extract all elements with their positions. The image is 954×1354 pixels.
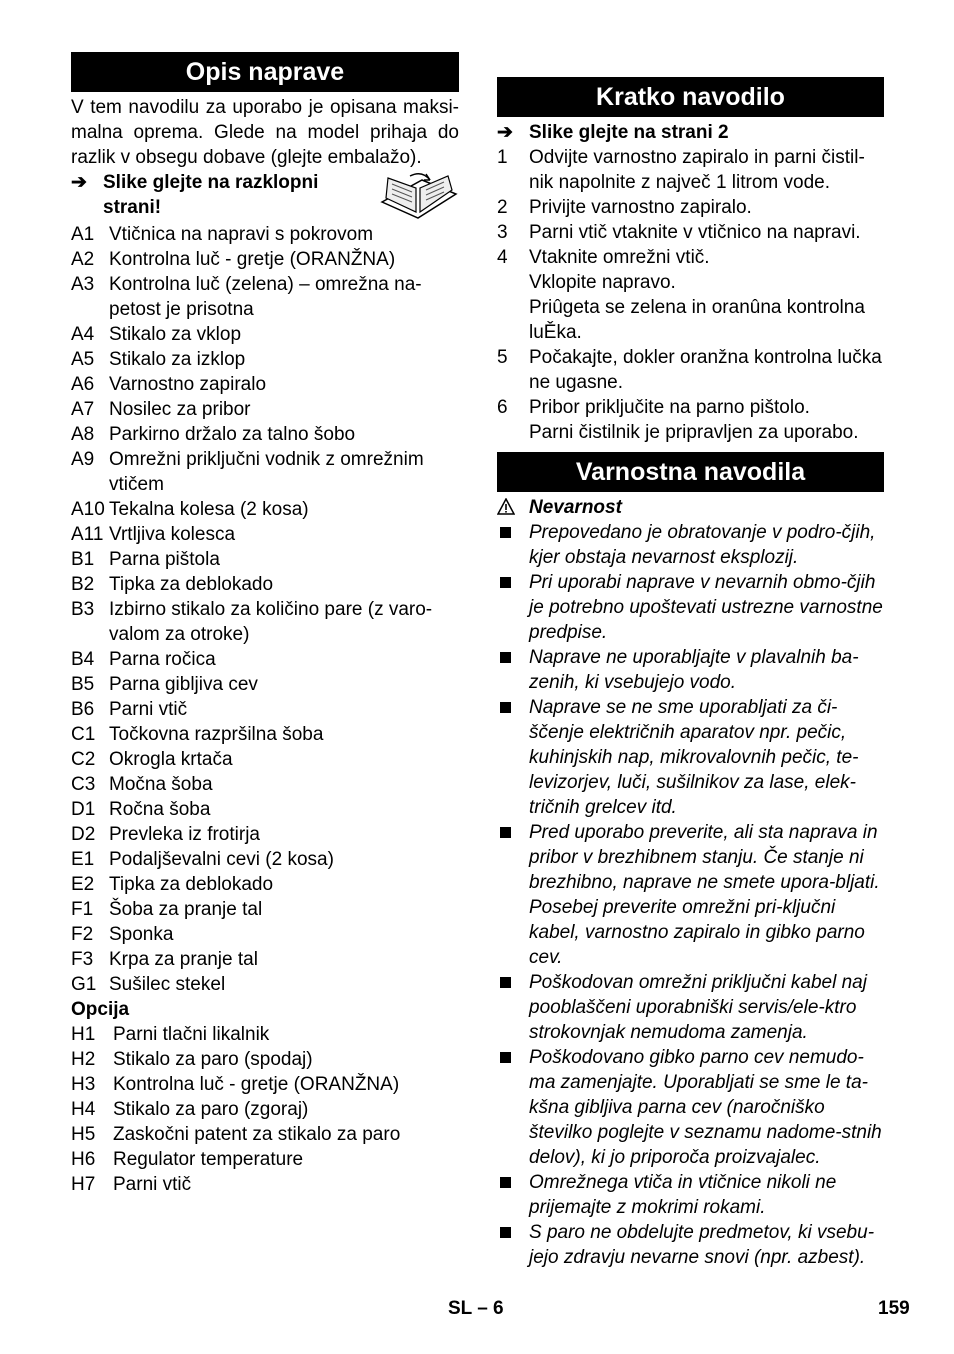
parts-list-item xyxy=(71,572,459,597)
arrow-note-text-2: strani! xyxy=(103,197,162,218)
square-bullet-icon xyxy=(497,820,529,970)
option-code: H3 xyxy=(71,1074,96,1095)
parts-list-item xyxy=(71,522,459,547)
part-description: Šoba za pranje tal xyxy=(109,899,263,920)
part-code: C3 xyxy=(71,774,96,795)
left-intro-block xyxy=(71,95,459,170)
part-code: A1 xyxy=(71,224,95,245)
part-description: Omrežni priključni vodnik z omrežnim vtičem xyxy=(109,449,424,495)
part-code: A8 xyxy=(71,424,95,445)
part-code: G1 xyxy=(71,974,97,995)
step-extra-text: Vklopite napravo. xyxy=(529,272,676,293)
intro-text: V tem navodilu za uporabo je opisana maksi-malna oprema. Glede na model prihaja do razlik v obsegu dobave (glejte embalažo). xyxy=(71,97,459,168)
parts-list-item xyxy=(71,422,459,447)
part-description: Parna ročica xyxy=(109,649,216,670)
option-list-item xyxy=(71,1097,459,1122)
step-number: 5 xyxy=(497,347,508,368)
step-body xyxy=(529,220,884,245)
section-heading-varnostna-navodila: Varnostna navodila xyxy=(497,452,884,492)
quick-guide-step xyxy=(497,220,884,245)
quick-guide-step xyxy=(497,345,884,395)
fold-out-note xyxy=(71,170,369,220)
parts-list-item xyxy=(71,322,459,347)
square-bullet-icon xyxy=(497,1220,529,1270)
part-code: A4 xyxy=(71,324,95,345)
parts-list-item xyxy=(71,272,459,322)
parts-list-item xyxy=(71,247,459,272)
parts-list-item xyxy=(71,897,459,922)
step-number: 2 xyxy=(497,197,508,218)
option-list-item xyxy=(71,1122,459,1147)
option-code: H7 xyxy=(71,1174,96,1195)
part-code: C1 xyxy=(71,724,96,745)
footer-page-label: SL – 6 xyxy=(448,1298,504,1319)
intro-paragraph xyxy=(71,95,459,170)
step-number: 6 xyxy=(497,397,508,418)
option-description: Kontrolna luč - gretje (ORANŽNA) xyxy=(113,1074,400,1095)
step-text: Parni vtič vtaknite v vtičnico na napravi. xyxy=(529,222,861,243)
safety-bullet-item xyxy=(497,1220,884,1270)
safety-bullets-list xyxy=(497,520,884,1270)
part-description: Tipka za deblokado xyxy=(109,874,274,895)
parts-list-item xyxy=(71,347,459,372)
warning-label: Nevarnost xyxy=(529,497,622,518)
square-bullet-icon xyxy=(497,645,529,695)
quick-guide-step xyxy=(497,245,884,345)
footer-page-number: 159 xyxy=(878,1298,910,1319)
step-body xyxy=(529,395,884,445)
option-description: Parni tlačni likalnik xyxy=(113,1024,270,1045)
part-code: A5 xyxy=(71,349,95,370)
part-description: Točkovna razpršilna šoba xyxy=(109,724,324,745)
step-number: 3 xyxy=(497,222,508,243)
option-description: Stikalo za paro (spodaj) xyxy=(113,1049,313,1070)
part-code: A3 xyxy=(71,274,95,295)
quick-guide-step xyxy=(497,395,884,445)
option-code: H5 xyxy=(71,1124,96,1145)
step-text: Vtaknite omrežni vtič. xyxy=(529,247,710,268)
part-description: Parna pištola xyxy=(109,549,220,570)
option-description: Regulator temperature xyxy=(113,1149,304,1170)
parts-list-item xyxy=(71,497,459,522)
parts-list-item xyxy=(71,547,459,572)
parts-list-item xyxy=(71,972,459,997)
part-code: A9 xyxy=(71,449,95,470)
square-bullet-icon xyxy=(497,1170,529,1220)
part-description: Stikalo za izklop xyxy=(109,349,246,370)
part-code: B4 xyxy=(71,649,95,670)
part-description: Vtičnica na napravi s pokrovom xyxy=(109,224,374,245)
quick-guide-step xyxy=(497,195,884,220)
steps-list xyxy=(497,145,884,445)
square-bullet-icon xyxy=(497,695,529,820)
part-code: C2 xyxy=(71,749,96,770)
arrow-note-line-2 xyxy=(71,195,369,220)
safety-bullet-item xyxy=(497,695,884,820)
part-code: B5 xyxy=(71,674,95,695)
step-body xyxy=(529,345,884,395)
arrow-note-line xyxy=(71,170,369,195)
safety-bullet-text: Poškodovano gibko parno cev nemudo-ma zamenjajte. Uporabljati se sme le ta-kšna gibljiva parna cev (naročniško številko poglejte v seznamu nadome-stnih delov), ki jo priporoča proizvajalec. xyxy=(529,1047,882,1168)
safety-bullet-text: Naprave ne uporabljajte v plavalnih ba-zenih, ki vsebujejo vodo. xyxy=(529,647,859,693)
parts-list-item xyxy=(71,872,459,897)
square-bullet-icon xyxy=(497,520,529,570)
part-description: Vrtljiva kolesca xyxy=(109,524,236,545)
part-description: Stikalo za vklop xyxy=(109,324,242,345)
part-description: Sušilec stekel xyxy=(109,974,226,995)
warning-line xyxy=(497,495,884,520)
option-code: H1 xyxy=(71,1024,96,1045)
part-description: Parna gibljiva cev xyxy=(109,674,258,695)
part-description: Ročna šoba xyxy=(109,799,211,820)
step-extra-text: Priûgeta se zelena in oranûna kontrolna luĚka. xyxy=(529,297,865,343)
safety-bullet-text: Pri uporabi naprave v nevarnih obmo-čjih je potrebno upoštevati ustrezne varnostne predpise. xyxy=(529,572,883,643)
safety-bullet-item xyxy=(497,645,884,695)
option-description: Zaskočni patent za stikalo za paro xyxy=(113,1124,401,1145)
open-book-icon xyxy=(378,172,460,224)
part-code: F3 xyxy=(71,949,94,970)
parts-list-item xyxy=(71,372,459,397)
square-bullet-icon xyxy=(497,1045,529,1170)
step-body xyxy=(529,245,884,345)
option-code: H2 xyxy=(71,1049,96,1070)
option-label: Opcija xyxy=(71,999,130,1020)
part-description: Kontrolna luč - gretje (ORANŽNA) xyxy=(109,249,396,270)
option-list-item xyxy=(71,1047,459,1072)
option-code: H6 xyxy=(71,1149,96,1170)
part-code: A6 xyxy=(71,374,95,395)
parts-list-item xyxy=(71,847,459,872)
option-description: Stikalo za paro (zgoraj) xyxy=(113,1099,309,1120)
parts-list-item xyxy=(71,222,459,247)
section-heading-kratko-navodilo: Kratko navodilo xyxy=(497,77,884,117)
safety-block xyxy=(497,495,884,1270)
step-number: 1 xyxy=(497,147,508,168)
safety-bullet-item xyxy=(497,570,884,645)
part-description: Krpa za pranje tal xyxy=(109,949,258,970)
part-description: Izbirno stikalo za količino pare (z varo-valom za otroke) xyxy=(109,599,433,645)
parts-list-item xyxy=(71,822,459,847)
step-body xyxy=(529,145,884,195)
option-code: H4 xyxy=(71,1099,96,1120)
part-description: Varnostno zapiralo xyxy=(109,374,267,395)
square-bullet-icon xyxy=(497,570,529,645)
parts-list-item xyxy=(71,947,459,972)
part-description: Močna šoba xyxy=(109,774,213,795)
step-text: Pribor priključite na parno pištolo. xyxy=(529,397,810,418)
option-list-item xyxy=(71,1147,459,1172)
part-description: Kontrolna luč (zelena) – omrežna na-petost je prisotna xyxy=(109,274,422,320)
parts-list xyxy=(71,222,459,1197)
step-text: Odvijte varnostno zapiralo in parni čistil-nik napolnite z največ 1 litrom vode. xyxy=(529,147,865,193)
part-description: Tekalna kolesa (2 kosa) xyxy=(109,499,309,520)
part-description: Podaljševalni cevi (2 kosa) xyxy=(109,849,334,870)
parts-list-item xyxy=(71,597,459,647)
parts-list-item xyxy=(71,647,459,672)
parts-list-item xyxy=(71,672,459,697)
safety-bullet-text: Prepovedano je obratovanje v podro-čjih, kjer obstaja nevarnost eksplozij. xyxy=(529,522,876,568)
safety-bullet-text: S paro ne obdelujte predmetov, ki vsebu-jejo zdravju nevarne snovi (npr. azbest). xyxy=(529,1222,875,1268)
part-description: Parni vtič xyxy=(109,699,188,720)
part-code: A10 xyxy=(71,499,105,520)
part-code: A2 xyxy=(71,249,95,270)
parts-list-item xyxy=(71,772,459,797)
quick-guide-arrow-text: Slike glejte na strani 2 xyxy=(529,122,729,143)
option-list-item xyxy=(71,1022,459,1047)
parts-list-item xyxy=(71,697,459,722)
part-code: E2 xyxy=(71,874,95,895)
quick-guide-block xyxy=(497,120,884,445)
safety-bullet-text: Pred uporabo preverite, ali sta naprava in pribor v brezhibnem stanju. Če stanje ni brezhibno, naprave ne smete upora-bljati. Posebej preverite omrežni pri-ključni kabel, varnostno zapiralo in gibko parno cev. xyxy=(529,822,880,968)
section-heading-opis-naprave: Opis naprave xyxy=(71,52,459,92)
arrow-right-icon: ➔ xyxy=(71,172,87,193)
safety-bullet-item xyxy=(497,970,884,1045)
safety-bullet-item xyxy=(497,1045,884,1170)
part-description: Tipka za deblokado xyxy=(109,574,274,595)
option-list-item xyxy=(71,1072,459,1097)
parts-list-item xyxy=(71,722,459,747)
parts-list-item xyxy=(71,797,459,822)
part-description: Okrogla krtača xyxy=(109,749,233,770)
option-description: Parni vtič xyxy=(113,1174,192,1195)
step-body xyxy=(529,195,884,220)
warning-triangle-icon xyxy=(497,495,529,520)
part-code: D1 xyxy=(71,799,96,820)
safety-bullet-item xyxy=(497,1170,884,1220)
part-code: B2 xyxy=(71,574,95,595)
arrow-note-text-1: Slike glejte na razklopni xyxy=(103,172,319,193)
parts-list-item xyxy=(71,747,459,772)
step-text: Počakajte, dokler oranžna kontrolna lučka ne ugasne. xyxy=(529,347,882,393)
part-code: F2 xyxy=(71,924,94,945)
safety-bullet-text: Poškodovan omrežni priključni kabel naj pooblaščeni uporabniški servis/ele-ktro strokovnjak nemudoma zamenja. xyxy=(529,972,867,1043)
part-code: A11 xyxy=(71,524,104,545)
parts-list-item xyxy=(71,922,459,947)
part-code: A7 xyxy=(71,399,95,420)
step-text: Privijte varnostno zapiralo. xyxy=(529,197,752,218)
safety-bullet-item xyxy=(497,820,884,970)
part-description: Nosilec za pribor xyxy=(109,399,251,420)
safety-bullet-text: Naprave se ne sme uporabljati za či-ščenje električnih aparatov npr. pečic, kuhinjskih nap, mikrovalovnih pečic, te-levizorjev, luči, sušilnikov za lase, elek-tričnih grelcev itd. xyxy=(529,697,859,818)
part-description: Prevleka iz frotirja xyxy=(109,824,260,845)
parts-list-item xyxy=(71,447,459,497)
parts-list-item xyxy=(71,397,459,422)
quick-guide-step xyxy=(497,145,884,195)
safety-bullet-text: Omrežnega vtiča in vtičnice nikoli ne prijemajte z mokrimi rokami. xyxy=(529,1172,837,1218)
safety-bullet-item xyxy=(497,520,884,570)
square-bullet-icon xyxy=(497,970,529,1045)
part-code: F1 xyxy=(71,899,94,920)
option-list-item xyxy=(71,1172,459,1197)
part-code: E1 xyxy=(71,849,95,870)
part-code: D2 xyxy=(71,824,96,845)
step-number: 4 xyxy=(497,247,508,268)
quick-guide-arrow-note xyxy=(497,120,884,145)
part-description: Parkirno držalo za talno šobo xyxy=(109,424,356,445)
part-code: B1 xyxy=(71,549,95,570)
part-description: Sponka xyxy=(109,924,174,945)
part-code: B6 xyxy=(71,699,95,720)
part-code: B3 xyxy=(71,599,95,620)
step-extra-text: Parni čistilnik je pripravljen za uporabo. xyxy=(529,422,859,443)
arrow-right-icon: ➔ xyxy=(497,122,513,143)
